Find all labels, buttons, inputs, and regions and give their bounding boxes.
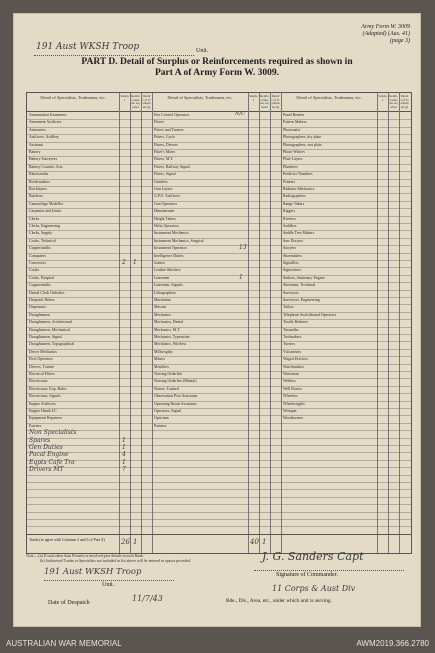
trade-count: 1 bbox=[239, 273, 243, 281]
specialist-name: G.P.O. Artificers bbox=[154, 194, 180, 199]
specialist-name: Battery Counter, Asst. bbox=[29, 164, 64, 169]
specialist-name: Saw Doctors bbox=[283, 238, 303, 243]
header-num-col: Details of Tradesmen (a) bbox=[400, 94, 409, 109]
header-num-col: Reinforcements required bbox=[260, 94, 269, 109]
specialist-name: Nurses, Trained bbox=[154, 386, 179, 391]
specialist-name: Toolmakers bbox=[283, 335, 302, 339]
unit-label: Unit. bbox=[196, 48, 209, 54]
specialist-name: Artificers, Artillery bbox=[29, 135, 60, 140]
date-label: Date of Despatch bbox=[48, 600, 90, 606]
header-num-col: Details of Tradesmen (a) bbox=[271, 94, 280, 109]
table-header bbox=[27, 93, 411, 112]
trade-count: 13 bbox=[239, 244, 247, 252]
unit-handwritten: 191 Aust WKSH Troop bbox=[36, 42, 140, 52]
specialist-name: Wiregun bbox=[283, 409, 297, 413]
specialist-name: Coppersmiths bbox=[29, 246, 51, 251]
specialist-name: Tailors bbox=[283, 305, 294, 310]
specialist-name: Riggers bbox=[283, 209, 296, 214]
note-b: (b) Authorised Trades or Specialists not included in list above will be entered in spaces provided. bbox=[40, 559, 192, 563]
specialist-name: Draughtsmen, Topographical bbox=[29, 342, 75, 347]
handwritten-specialist: Pacal Engine bbox=[29, 451, 69, 459]
specialist-name: Observation Post Assistants bbox=[154, 394, 198, 399]
specialist-name: Saddle Tree Makers bbox=[283, 231, 315, 236]
specialist-name: Masons bbox=[154, 305, 167, 310]
handwritten-count: 1 bbox=[122, 458, 126, 466]
totals-label: Totals (to agree with Columns 2 and 3 of Part A) bbox=[29, 538, 105, 542]
corps-handwritten: 11 Corps & Aust Div bbox=[272, 584, 356, 593]
bottom-unit-handwritten: 191 Aust WKSH Troop bbox=[44, 567, 142, 577]
specialists-table bbox=[26, 92, 412, 554]
specialist-name: Gun Layers bbox=[154, 187, 173, 191]
specialist-name: Fitters, Railway Signal bbox=[154, 164, 190, 169]
specialist-name: Watchmakers bbox=[283, 364, 305, 369]
specialist-name: Fitters, Drivers bbox=[154, 142, 178, 147]
specialist-name: Ammunition Examiners bbox=[29, 113, 67, 117]
specialist-name: Photo-Writers bbox=[283, 150, 305, 154]
bottom-unit-rule bbox=[44, 580, 174, 581]
header-num-col: Surplus bbox=[120, 94, 129, 102]
specialist-name: Coppersmiths bbox=[29, 283, 51, 288]
specialist-name: Mechanics, Typewriter bbox=[154, 335, 190, 339]
unit-underline bbox=[34, 55, 194, 56]
specialist-name: Fitters and Turners bbox=[154, 127, 184, 132]
specialist-name: Vulcanisers bbox=[283, 349, 302, 354]
specialist-name: Lithographers bbox=[154, 290, 176, 295]
specialist-name: Blacksmiths bbox=[29, 172, 49, 177]
specialist-name: Plumbers bbox=[283, 164, 298, 169]
specialist-name: Photostatic bbox=[283, 127, 301, 132]
signature-rule bbox=[254, 570, 404, 571]
specialist-name: Engine Artificers bbox=[29, 401, 56, 406]
form-id-line2: (Adapted) (Aus. 41) bbox=[362, 31, 410, 37]
specialist-name: Waterman bbox=[283, 372, 299, 376]
specialist-name: Carpenter and Joiner bbox=[29, 209, 62, 214]
specialist-name: Dental Clerk Orderlies bbox=[29, 290, 65, 295]
specialist-name: Intelligence Duties bbox=[154, 253, 184, 258]
form-identifier bbox=[361, 24, 410, 45]
specialist-name: Equipment Repairers bbox=[29, 416, 62, 421]
form-id-line3: (page 3) bbox=[389, 38, 410, 44]
specialist-name: Helio Operators bbox=[154, 224, 179, 228]
specialist-name: Cooks bbox=[29, 268, 39, 273]
specialist-name: Pattern Makers bbox=[283, 120, 307, 125]
title-line2: Part A of Army Form W. 3009. bbox=[154, 68, 279, 78]
specialist-name: Draughtsmen, Architectural bbox=[29, 320, 73, 325]
footer-accession: AWM2019.366.2780 bbox=[356, 639, 429, 648]
header-detail-col: Detail of Specialists, Tradesmen, etc. bbox=[167, 95, 233, 100]
specialist-name: Draughtsmen, Mechanical bbox=[29, 327, 71, 332]
corps-label: Bde., Div., Area, etc., under which unit is serving. bbox=[226, 598, 332, 604]
specialist-name: Electrical Fitters bbox=[29, 372, 55, 376]
specialist-name: Joiners bbox=[154, 261, 166, 265]
specialist-name: Fitters, Cycle bbox=[154, 135, 175, 140]
specialist-name: Painters bbox=[154, 423, 167, 428]
specialist-name: Cooks, Technical bbox=[29, 238, 56, 243]
specialist-name: Electricians, Exp. Bules bbox=[29, 386, 67, 391]
specialist-name: Draughtsmen, Signal bbox=[29, 335, 62, 339]
specialist-name: Surveyors bbox=[283, 290, 299, 295]
specialist-name: Predictor Numbers bbox=[283, 172, 313, 177]
specialist-name: Telephone Switchboard Operators bbox=[283, 312, 337, 317]
specialist-name: Instrument Operators bbox=[154, 246, 188, 251]
specialist-name: Dispensers bbox=[29, 305, 47, 310]
specialist-name: Fire Control Operators bbox=[154, 113, 190, 117]
specialist-name: Armourers bbox=[29, 127, 46, 132]
handwritten-specialist: Spares bbox=[29, 436, 51, 444]
title-lead: PART D. bbox=[81, 57, 118, 67]
trade-flag: N/C bbox=[235, 111, 245, 117]
specialist-name: Range Takers bbox=[283, 201, 305, 206]
specialist-name: Opticians bbox=[154, 416, 169, 421]
specialist-name: Engine Hands I/C bbox=[29, 409, 57, 413]
specialist-name: Grinders bbox=[154, 179, 168, 184]
handwritten-specialist: Non Specialists bbox=[29, 429, 77, 437]
specialist-name: Battery Surveyors bbox=[29, 157, 58, 162]
specialist-name: Mechanics bbox=[154, 312, 171, 317]
reinforcement-count: 1 bbox=[133, 259, 137, 266]
specialist-name: Radiographers bbox=[283, 194, 306, 199]
surplus-count: 2 bbox=[122, 259, 126, 266]
specialist-name: Well Borers bbox=[283, 386, 302, 391]
specialist-name: Assistant bbox=[29, 142, 44, 147]
specialist-name: Height Takers bbox=[154, 216, 176, 221]
specialist-name: Instrument Mechanics bbox=[154, 231, 189, 236]
specialist-name: Wheelwrights bbox=[283, 401, 305, 406]
form-title bbox=[14, 57, 420, 79]
signature-label: Signature of Commander. bbox=[276, 572, 338, 578]
title-line1: Detail of Surplus or Reinforcements required as shown in bbox=[120, 57, 353, 67]
bottom-unit-label: Unit. bbox=[102, 582, 115, 588]
date-handwritten: 11/7/43 bbox=[132, 594, 163, 603]
specialist-name: Sinkers, Stationary Engine bbox=[283, 275, 325, 280]
specialist-name: Despatch Riders bbox=[29, 298, 55, 302]
specialist-name: Photographers, wet plate bbox=[283, 142, 322, 147]
handwritten-specialist: Gen Duties bbox=[29, 444, 63, 451]
specialist-name: Signwriters bbox=[283, 268, 301, 273]
specialist-name: Sawyers bbox=[283, 246, 297, 251]
header-num-col: Surplus bbox=[249, 94, 258, 102]
specialist-name: Fitters bbox=[154, 120, 164, 125]
header-detail-col: Detail of Specialists, Tradesmen, etc. bbox=[296, 95, 362, 100]
specialist-name: Linesmen bbox=[154, 275, 170, 280]
note-a: Note.—(a) If such other than Privates is involved give details in each Rank. bbox=[26, 554, 144, 558]
archive-footer bbox=[0, 636, 435, 653]
specialist-name: Turners bbox=[283, 342, 295, 347]
specialist-name: Driver Mechanics bbox=[29, 349, 57, 354]
specialist-name: Tinsmiths bbox=[283, 327, 299, 332]
specialist-name: Butchers bbox=[29, 194, 43, 199]
specialist-name: Nursing Orderlies (Mental) bbox=[154, 379, 197, 384]
specialist-name: Computers bbox=[29, 253, 47, 258]
specialist-name: Cooks, Hospital bbox=[29, 275, 55, 280]
header-num-col: Surplus bbox=[378, 94, 387, 102]
specialist-name: Instrument Mechanics, Surgical bbox=[154, 238, 204, 243]
specialist-name: Farriers bbox=[29, 423, 42, 428]
specialist-name: Miners bbox=[154, 357, 166, 362]
specialist-name: Riveters bbox=[283, 216, 296, 221]
specialist-name: Saddlers bbox=[283, 224, 297, 228]
specialist-name: Fitters, Signal bbox=[154, 172, 176, 177]
specialist-name: Nursing Orderlies bbox=[154, 372, 182, 376]
total-surplus-1: 26 bbox=[121, 538, 130, 546]
specialist-name: Hammermen bbox=[154, 209, 175, 214]
specialist-name: Mechanics, Dental bbox=[154, 320, 184, 325]
specialist-name: Clerks, Engineering bbox=[29, 224, 61, 228]
specialist-name: Wheelers bbox=[283, 394, 298, 399]
handwritten-count: 1 bbox=[122, 436, 126, 444]
specialist-name: Clerks, Supply bbox=[29, 231, 53, 236]
specialist-name: Signallers bbox=[283, 261, 299, 265]
specialist-name: Panel Beaters bbox=[283, 113, 305, 117]
specialist-name: Plate Layers bbox=[283, 157, 303, 162]
footer-institution: AUSTRALIAN WAR MEMORIAL bbox=[6, 639, 122, 648]
specialist-name: Draughtsmen bbox=[29, 312, 50, 317]
form-id-line1: Army Form W. 3009 bbox=[361, 24, 410, 30]
specialist-name: Mechanics, Wireless bbox=[154, 342, 187, 347]
specialist-name: Sheetmen, Technical bbox=[283, 283, 316, 288]
specialist-name: Fitter's Mates bbox=[154, 150, 176, 154]
specialist-name: Fitters, M.T. bbox=[154, 157, 174, 162]
specialist-name: Leather Stitchers bbox=[154, 268, 181, 273]
specialist-name: Electricians bbox=[29, 379, 48, 384]
form-sheet bbox=[14, 14, 420, 626]
specialist-name: Electricians, Signals bbox=[29, 394, 61, 399]
specialist-name: Linesmen, Signals bbox=[154, 283, 183, 288]
specialist-name: Camouflage Modeller bbox=[29, 201, 64, 206]
handwritten-count: 1 bbox=[122, 444, 126, 451]
specialist-name: Mechanics, M.T. bbox=[154, 327, 181, 332]
specialist-name: Textile Refiners bbox=[283, 320, 308, 325]
specialist-name: Shoemakers bbox=[283, 253, 303, 258]
total-surplus-2: 40 bbox=[250, 538, 259, 546]
specialist-name: Woodturners bbox=[283, 416, 303, 421]
specialist-name: Concretors bbox=[29, 261, 47, 265]
header-num-col: Details of Tradesmen (a) bbox=[142, 94, 151, 109]
header-detail-col: Detail of Specialists, Tradesmen, etc. bbox=[40, 95, 106, 100]
handwritten-specialist: Drivers MT bbox=[29, 466, 64, 474]
specialist-name: Photographers, dry plate bbox=[283, 135, 322, 140]
specialist-name: Radiator Mechanics bbox=[283, 187, 315, 191]
specialist-name: Bricklayers bbox=[29, 187, 47, 191]
specialist-name: Printers bbox=[283, 179, 296, 184]
specialist-name: Wagon Erectors bbox=[283, 357, 308, 362]
handwritten-count: 7 bbox=[122, 466, 126, 474]
header-num-col: Reinforcements required bbox=[389, 94, 398, 109]
total-reinf-1: 1 bbox=[133, 538, 138, 546]
specialist-name: Moulders bbox=[154, 364, 169, 369]
header-num-col: Reinforcements required bbox=[131, 94, 140, 109]
handwritten-specialist: Eqpts Cafe Tra bbox=[29, 458, 75, 466]
specialist-name: Millwrights bbox=[154, 349, 173, 354]
specialist-name: Battery bbox=[29, 150, 41, 154]
signature: J. G. Sanders Capt bbox=[262, 550, 364, 563]
handwritten-count: 4 bbox=[122, 451, 126, 459]
specialist-name: Welders bbox=[283, 379, 296, 384]
specialist-name: Clerks bbox=[29, 216, 40, 221]
specialist-name: Surveyors, Engineering bbox=[283, 298, 320, 302]
specialist-name: Operators, Signal bbox=[154, 409, 182, 413]
specialist-name: Drivers, Trainee bbox=[29, 364, 55, 369]
specialist-name: Dvrs Operators bbox=[29, 357, 53, 362]
specialist-name: Operating Room Assistants bbox=[154, 401, 197, 406]
specialist-name: Armament Artificers bbox=[29, 120, 62, 125]
specialist-name: Machinists bbox=[154, 298, 172, 302]
total-reinf-2: 1 bbox=[262, 538, 267, 546]
specialist-name: Boilermakers bbox=[29, 179, 50, 184]
specialist-name: Gun Operators bbox=[154, 201, 178, 206]
